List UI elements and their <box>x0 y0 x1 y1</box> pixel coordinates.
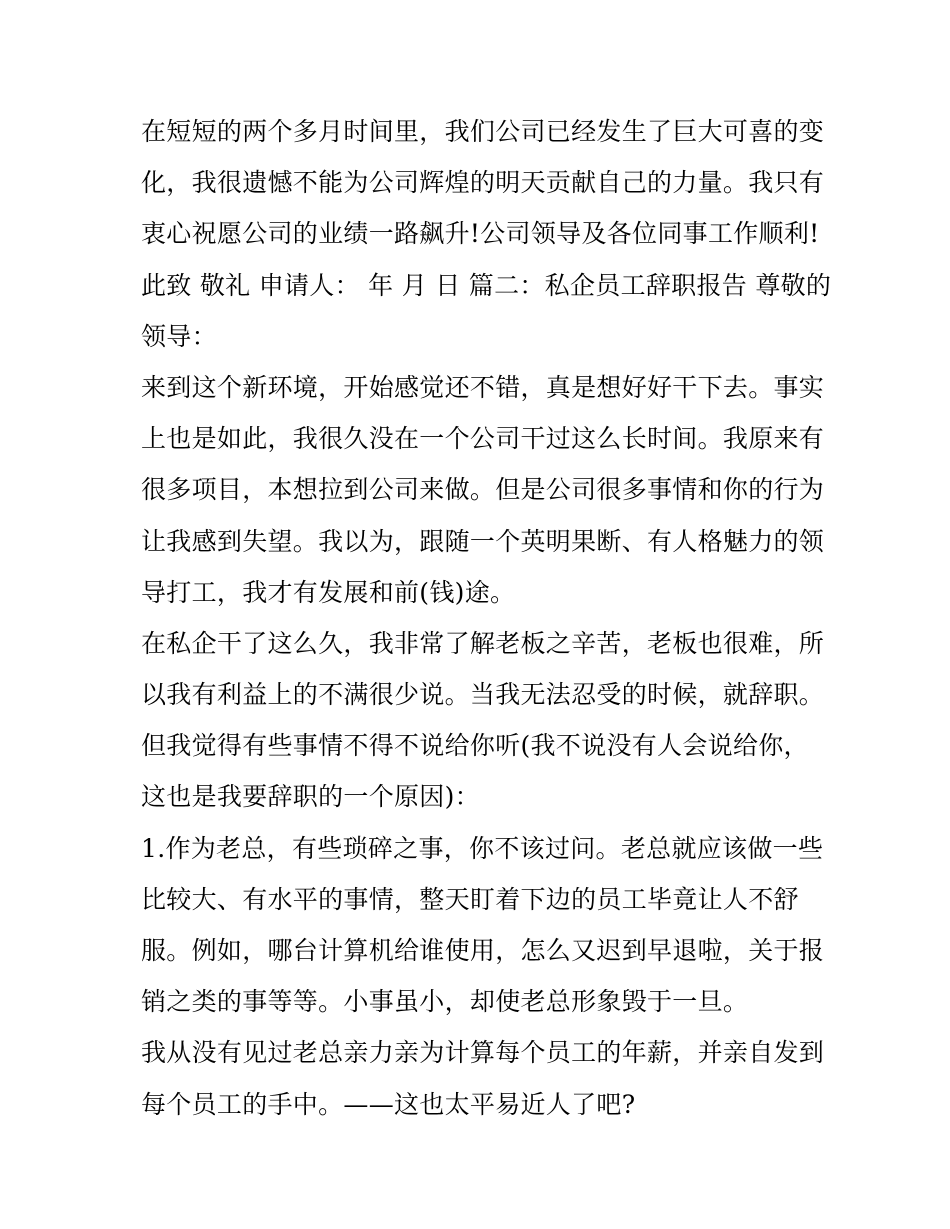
text-line: 上也是如此，我很久没在一个公司干过这么长时间。我原来有 <box>141 424 825 454</box>
text-line: 衷心祝愿公司的业绩一路飙升!公司领导及各位同事工作顺利! <box>141 219 820 249</box>
text-line: 1.作为老总，有些琐碎之事，你不该过问。老总就应该做一些 <box>141 833 824 863</box>
text-line: 让我感到失望。我以为，跟随一个英明果断、有人格魅力的领 <box>141 526 825 556</box>
text-line: 以我有利益上的不满很少说。当我无法忍受的时候，就辞职。 <box>141 680 825 710</box>
text-line: 在短短的两个多月时间里，我们公司已经发生了巨大可喜的变 <box>141 117 825 146</box>
text-line: 但我觉得有些事情不得不说给你听(我不说没有人会说给你， <box>141 731 809 761</box>
text-line: 来到这个新环境，开始感觉还不错，真是想好好干下去。事实 <box>141 372 825 402</box>
text-line: 我从没有见过老总亲力亲为计算每个员工的年薪，并亲自发到 <box>141 1038 825 1068</box>
text-line: 销之类的事等等。小事虽小，却使老总形象毁于一旦。 <box>141 987 749 1017</box>
text-line: 服。例如，哪台计算机给谁使用，怎么又迟到早退啦，关于报 <box>141 936 825 965</box>
text-line: 每个员工的手中。——这也太平易近人了吧? <box>141 1089 636 1119</box>
text-line: 在私企干了这么久，我非常了解老板之辛苦，老板也很难，所 <box>141 628 825 658</box>
text-line: 此致 敬礼 申请人： 年 月 日 篇二：私企员工辞职报告 尊敬的 <box>141 270 832 300</box>
text-line: 导打工，我才有发展和前(钱)途。 <box>141 577 516 607</box>
text-line: 很多项目，本想拉到公司来做。但是公司很多事情和你的行为 <box>141 475 825 505</box>
document-body <box>141 106 832 1130</box>
text-line: 领导： <box>141 321 217 351</box>
text-line: 化，我很遗憾不能为公司辉煌的明天贡献自己的力量。我只有 <box>141 168 825 198</box>
text-line: 比较大、有水平的事情，整天盯着下边的员工毕竟让人不舒 <box>141 884 799 914</box>
text-line: 这也是我要辞职的一个原因)： <box>141 782 480 812</box>
